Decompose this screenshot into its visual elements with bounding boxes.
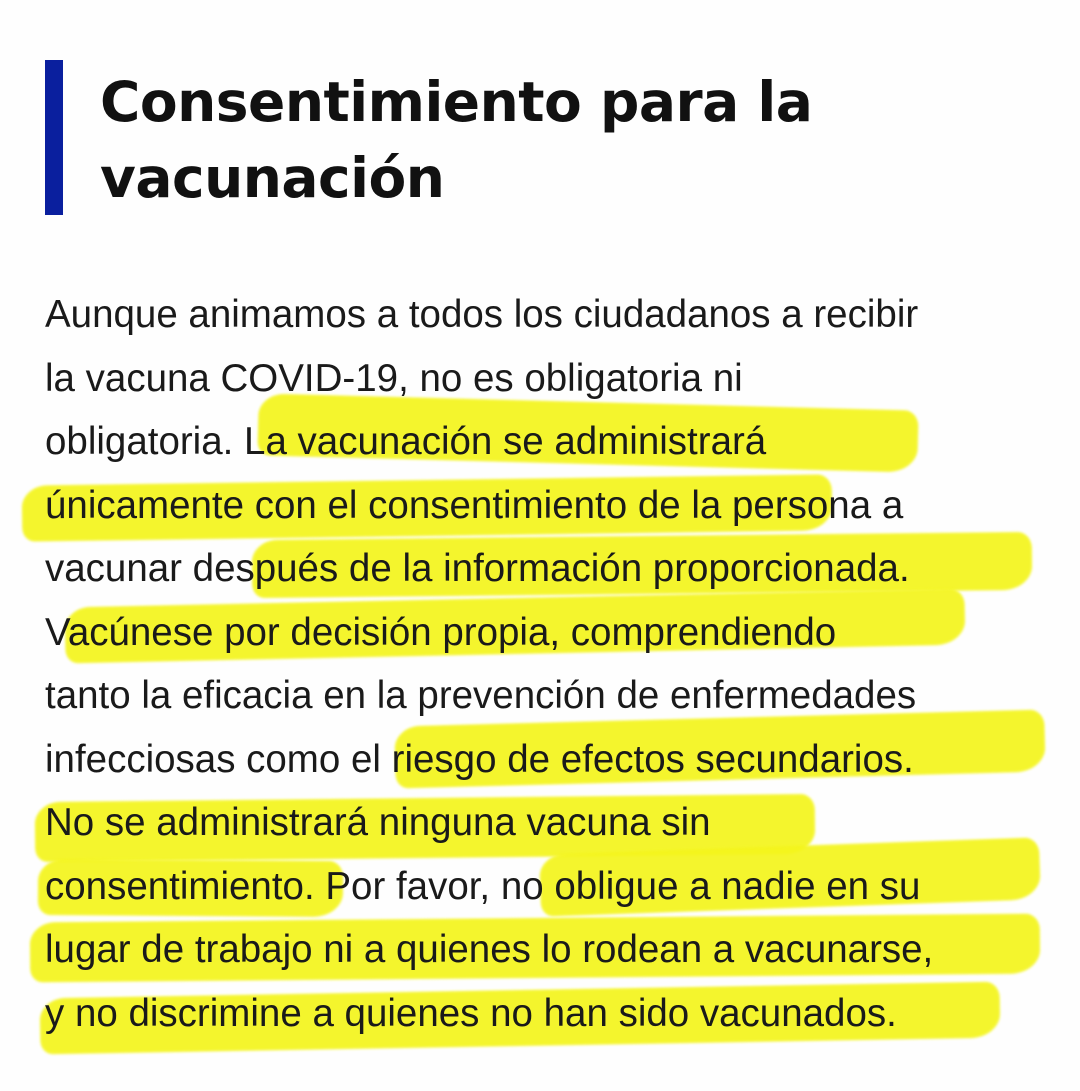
paragraph-line: Vacúnese por decisión propia, comprendiendo [45, 610, 837, 654]
paragraph-line: infecciosas como el riesgo de efectos secundarios. [45, 737, 914, 781]
body-paragraph [45, 283, 1055, 1045]
section-heading [100, 64, 1000, 216]
heading-line-1: Consentimiento para la [100, 70, 813, 134]
paragraph-line: No se administrará ninguna vacuna sin [45, 801, 711, 844]
paragraph-line: la vacuna COVID-19, no es obligatoria ni [45, 356, 743, 400]
paragraph-line: consentimiento. Por favor, no obligue a nadie en su [45, 864, 921, 908]
paragraph-line: obligatoria. La vacunación se administrará [45, 420, 767, 463]
paragraph-line: tanto la eficacia en la prevención de enfermedades [45, 674, 917, 717]
heading-accent-bar [45, 60, 63, 215]
paragraph-line: vacunar después de la información proporcionada. [45, 547, 910, 590]
heading-line-2: vacunación [100, 146, 445, 210]
paragraph-line: únicamente con el consentimiento de la persona a [45, 483, 904, 527]
paragraph-line: lugar de trabajo ni a quienes lo rodean a vacunarse, [45, 928, 934, 971]
paragraph-line: Aunque animamos a todos los ciudadanos a recibir [45, 293, 919, 336]
paragraph-line: y no discrimine a quienes no han sido vacunados. [45, 991, 897, 1035]
